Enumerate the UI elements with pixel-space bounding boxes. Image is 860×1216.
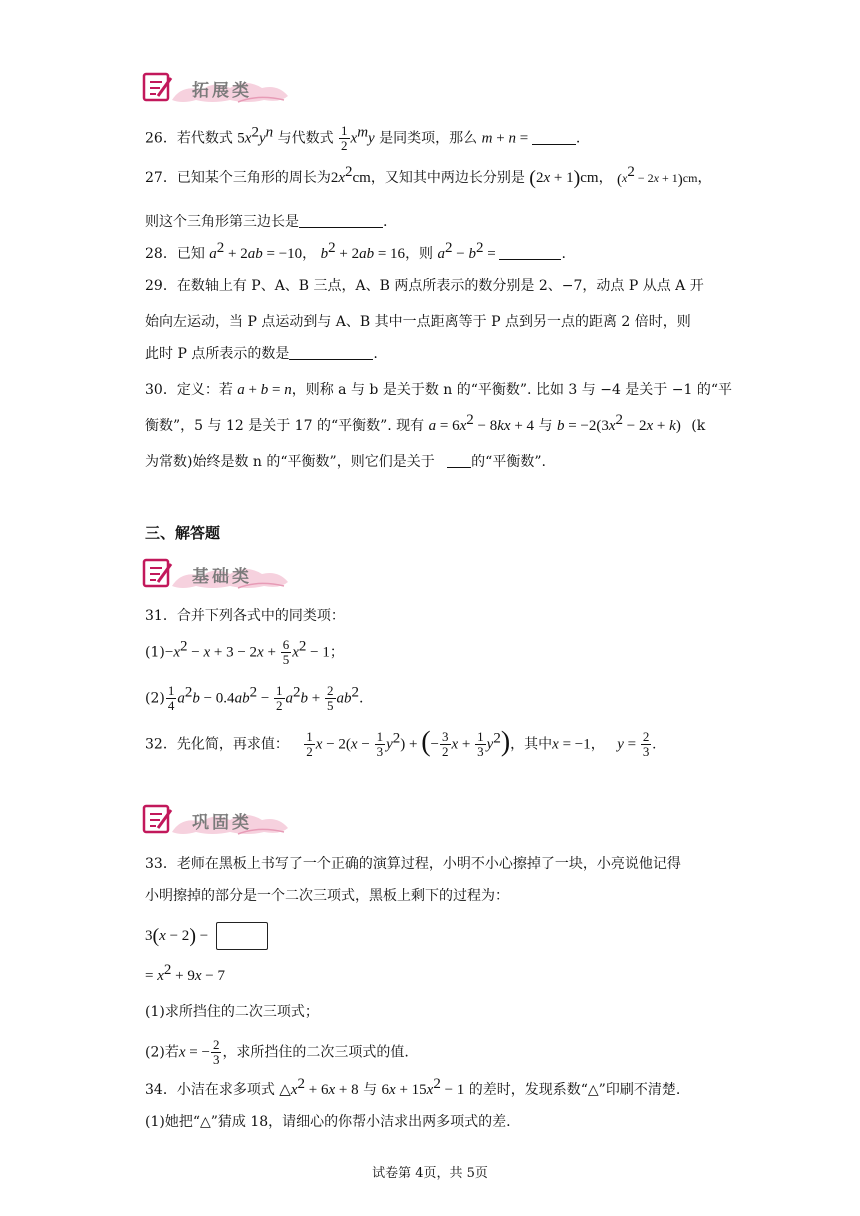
question-31-part1: $(1)-x^2 - x + 3 - 2x$ + $\frac{6}{5}$ $x^2 - 1$； xyxy=(145,637,344,667)
banner-label: 拓展类 xyxy=(192,81,252,101)
answer-blank-28 xyxy=(499,245,561,260)
question-30-line2: 衡数”，5 与 12 是关于 17 的“平衡数”. 现有 $a = 6x^2 - 8kx + 4$ 与 $b = -2(3x^2 - 2x + k)$ (k xyxy=(145,412,706,434)
question-33-part2: (2)若x = − $\frac{2}{3}$ ，求所挡住的二次三项式的值. xyxy=(145,1037,409,1067)
banner-label: 巩固类 xyxy=(192,813,252,833)
answer-blank-29 xyxy=(289,345,373,360)
question-33-expr1: 3(x − 2) − xyxy=(145,922,268,950)
notebook-pen-icon xyxy=(142,804,174,834)
question-30-line3: 为常数)始终是数 n 的“平衡数”，则它们是关于 的“平衡数”. xyxy=(145,454,546,470)
question-26: 26．若代数式 $5x^2y^n$ 与代数式 $\frac{1}{2}$ $x^my$ 是同类项，那么 m + n = . xyxy=(145,123,581,153)
answer-blank-26 xyxy=(532,130,576,145)
section-banner-extension xyxy=(142,70,292,106)
question-33-part1: (1)求所挡住的二次三项式； xyxy=(145,1004,319,1020)
question-34: 34．小洁在求多项式 $\triangle x^2 + 6x + 8$ 与 $6x + 15x^2 - 1$ 的差时，发现系数“△”印刷不清楚. xyxy=(145,1076,681,1098)
section-banner-consolidation xyxy=(142,802,292,838)
section-heading: 三、解答题 xyxy=(145,524,221,542)
page-footer: 试卷第 4页，共 5页 xyxy=(372,1166,488,1181)
question-33-expr2: = $x^2 + 9x - 7$ xyxy=(145,962,225,984)
question-31-part2: (2) $\frac{1}{4}$ $a^2b - 0.4ab^2$ − $\frac{1}{2}$ $a^2b$ + $\frac{2}{5}$ $ab^2$. xyxy=(145,683,364,713)
section-banner-basic xyxy=(142,556,292,592)
question-29-line2: 始向左运动，当 P 点运动到与 A、B 其中一点距离等于 P 点到另一点的距离 2 倍时，则 xyxy=(145,314,691,330)
question-29: 29．在数轴上有 P、A、B 三点，A、B 两点所表示的数分别是 2、−7，动点 P 从点 A 开 xyxy=(145,278,704,294)
banner-label: 基础类 xyxy=(192,567,252,587)
erased-box xyxy=(216,922,268,950)
question-31: 31．合并下列各式中的同类项： xyxy=(145,608,345,624)
answer-blank-27 xyxy=(299,213,383,228)
question-28: 28．已知 $a^2 + 2ab = -10$， $b^2 + 2ab = 16$，则 $a^2 - b^2$ = . xyxy=(145,240,566,262)
notebook-pen-icon xyxy=(142,558,174,588)
question-33-line2: 小明擦掉的部分是一个二次三项式，黑板上剩下的过程为： xyxy=(145,888,509,904)
answer-blank-30 xyxy=(447,453,471,468)
notebook-pen-icon xyxy=(142,72,174,102)
question-27-line2: 则这个三角形第三边长是 . xyxy=(145,214,388,230)
question-33: 33．老师在黑板上书写了一个正确的演算过程，小明不小心擦掉了一块，小亮说他记得 xyxy=(145,856,681,872)
question-34-part1: (1)她把“△”猜成 18，请细心的你帮小洁求出两多项式的差. xyxy=(145,1114,511,1130)
question-29-line3: 此时 P 点所表示的数是 . xyxy=(145,346,378,362)
question-30: 30．定义：若 a + b = n，则称 a 与 b 是关于数 n 的“平衡数”. 比如 3 与 −4 是关于 −1 的“平 xyxy=(145,382,732,398)
question-32: 32．先化简，再求值： $\frac{1}{2}$ x − 2(x − $\frac{1}{3}$ $y^2$) + (− $\frac{3}{2}$ x + $\frac{1}{3}$ $y^2$)，其中x = −1， y = $\frac{2}{3}$ . xyxy=(145,726,657,759)
question-27: 27．已知某个三角形的周长为$2x^2cm$，又知其中两边长分别是 (2x + 1)cm， $(x^2 - 2x + 1)cm$， xyxy=(145,164,712,189)
